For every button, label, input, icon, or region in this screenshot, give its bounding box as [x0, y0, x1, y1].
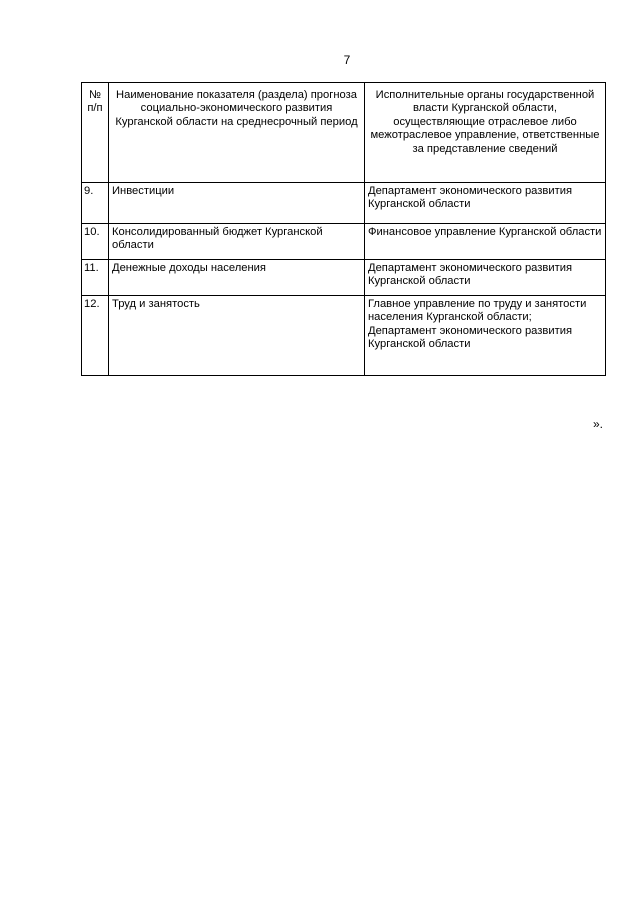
row-indicator-name: Труд и занятость: [109, 296, 365, 376]
table-row: [82, 296, 606, 376]
page-number: 7: [343, 53, 351, 67]
row-indicator-name: Инвестиции: [109, 183, 365, 224]
executive-body: Департамент экономического развития Курганской области: [368, 262, 573, 288]
table-header-row: [82, 83, 606, 183]
table-row: [82, 183, 606, 224]
header-indicator-name: Наименование показателя (раздела) прогноза социально-экономического развития Курганской области на среднесрочный период: [109, 83, 365, 183]
table-row: [82, 260, 606, 296]
closing-quote-mark: ».: [593, 417, 604, 431]
header-number: № п/п: [82, 83, 109, 183]
row-number: 12.: [82, 296, 109, 376]
row-executive-bodies: [365, 183, 606, 224]
row-indicator-name: Денежные доходы населения: [109, 260, 365, 296]
row-executive-bodies: [365, 224, 606, 260]
header-executive-bodies: Исполнительные органы государственной власти Курганской области, осуществляющие отраслевое либо межотраслевое управление, ответственные за представление сведений: [365, 83, 606, 183]
table-row: [82, 224, 606, 260]
row-indicator-name: Консолидированный бюджет Курганской области: [109, 224, 365, 260]
row-executive-bodies: [365, 296, 606, 376]
executive-body: Главное управление по труду и занятости населения Курганской области;: [368, 298, 587, 324]
row-number: 9.: [82, 183, 109, 224]
indicators-table: [81, 82, 606, 376]
row-executive-bodies: [365, 260, 606, 296]
executive-body: Департамент экономического развития Курганской области: [368, 185, 573, 211]
row-number: 10.: [82, 224, 109, 260]
executive-body: Финансовое управление Курганской области: [368, 226, 602, 238]
row-number: 11.: [82, 260, 109, 296]
executive-body: Департамент экономического развития Курганской области: [368, 324, 573, 351]
